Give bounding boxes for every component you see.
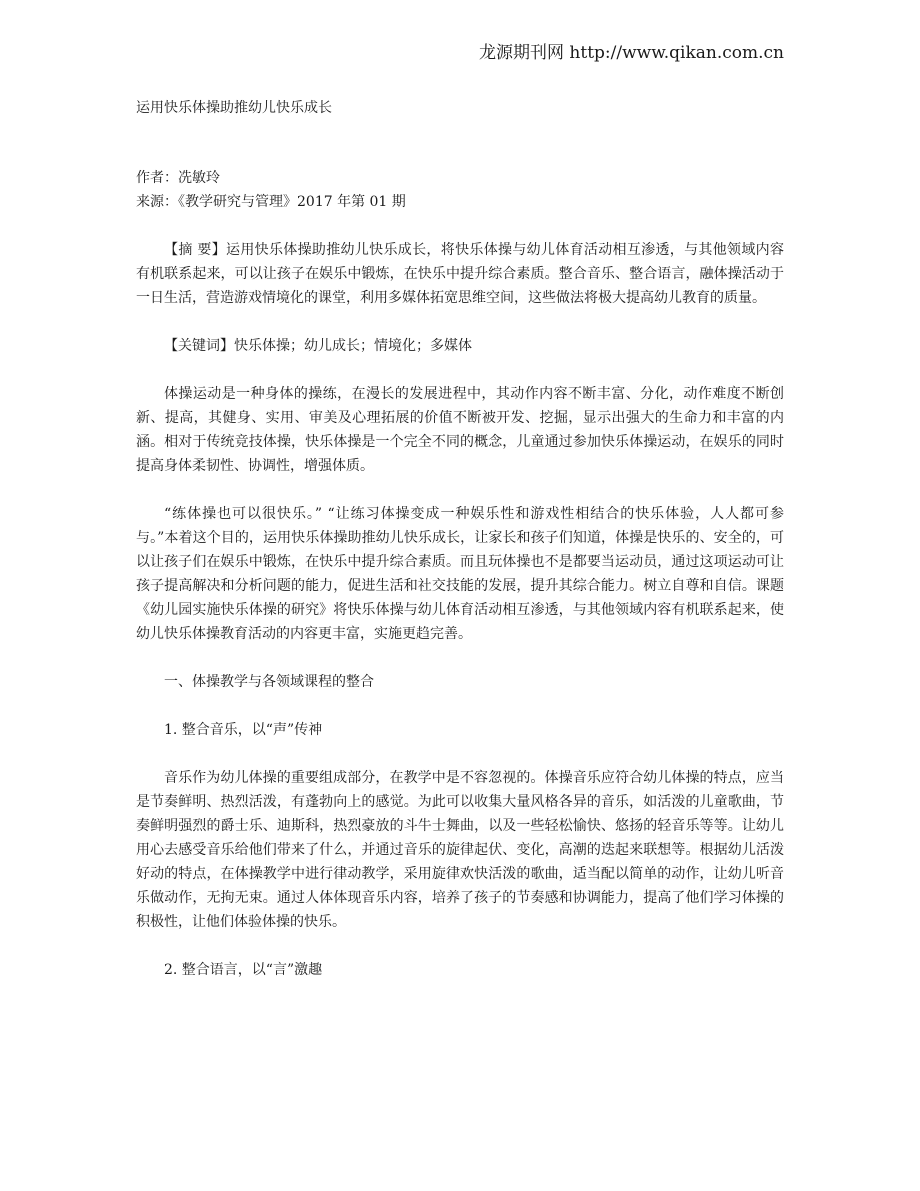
subsection-heading-1: 1. 整合音乐，以“声”传神 bbox=[164, 722, 323, 738]
article-body bbox=[136, 96, 784, 982]
body-paragraph-3: 音乐作为幼儿体操的重要组成部分，在教学中是不容忽视的。体操音乐应符合幼儿体操的特点，应当是节奏鲜明、热烈活泼，有蓬勃向上的感觉。为此可以收集大量风格各异的音乐，如活泼的儿童歌曲，节奏鲜明强烈的爵士乐、迪斯科，热烈豪放的斗牛士舞曲，以及一些轻松愉快、悠扬的轻音乐等等。让幼儿用心去感受音乐给他们带来了什么，并通过音乐的旋律起伏、变化，高潮的迭起来联想等。根据幼儿活泼好动的特点，在体操教学中进行律动教学，采用旋律欢快活泼的歌曲，适当配以简单的动作，让幼儿听音乐做动作，无拘无束。通过人体体现音乐内容，培养了孩子的节奏感和协调能力，提高了他们学习体操的积极性，让他们体验体操的快乐。 bbox=[136, 770, 784, 930]
section-heading-1: 一、体操教学与各领域课程的整合 bbox=[164, 674, 374, 690]
abstract-paragraph: 【摘 要】运用快乐体操助推幼儿快乐成长，将快乐体操与幼儿体育活动相互渗透，与其他领域内容有机联系起来，可以让孩子在娱乐中锻炼，在快乐中提升综合素质。整合音乐、整合语言，融体操活动于一日生活，营造游戏情境化的课堂，利用多媒体拓宽思维空间，这些做法将极大提高幼儿教育的质量。 bbox=[136, 242, 784, 306]
article-title: 运用快乐体操助推幼儿快乐成长 bbox=[136, 100, 332, 116]
keywords-paragraph: 【关键词】快乐体操；幼儿成长；情境化；多媒体 bbox=[164, 338, 472, 354]
subsection-heading-2: 2. 整合语言，以“言”激趣 bbox=[164, 962, 323, 978]
article-source: 来源：《教学研究与管理》2017 年第 01 期 bbox=[136, 194, 406, 210]
body-paragraph-1: 体操运动是一种身体的操练，在漫长的发展进程中，其动作内容不断丰富、分化，动作难度不断创新、提高，其健身、实用、审美及心理拓展的价值不断被开发、挖掘，显示出强大的生命力和丰富的内涵。相对于传统竞技体操，快乐体操是一个完全不同的概念，儿童通过参加快乐体操运动，在娱乐的同时提高身体柔韧性、协调性，增强体质。 bbox=[136, 386, 784, 474]
article-author: 作者：冼敏玲 bbox=[136, 170, 220, 186]
site-header: 龙源期刊网 http://www.qikan.com.cn bbox=[479, 43, 784, 63]
body-paragraph-2: “练体操也可以很快乐。” “让练习体操变成一种娱乐性和游戏性相结合的快乐体验，人人都可参与。”本着这个目的，运用快乐体操助推幼儿快乐成长，让家长和孩子们知道，体操是快乐的、安全的，可以让孩子们在娱乐中锻炼，在快乐中提升综合素质。而且玩体操也不是都要当运动员，通过这项运动可让孩子提高解决和分析问题的能力，促进生活和社交技能的发展，提升其综合能力。树立自尊和自信。课题《幼儿园实施快乐体操的研究》将快乐体操与幼儿体育活动相互渗透，与其他领域内容有机联系起来，使幼儿快乐体操教育活动的内容更丰富，实施更趋完善。 bbox=[136, 506, 784, 642]
